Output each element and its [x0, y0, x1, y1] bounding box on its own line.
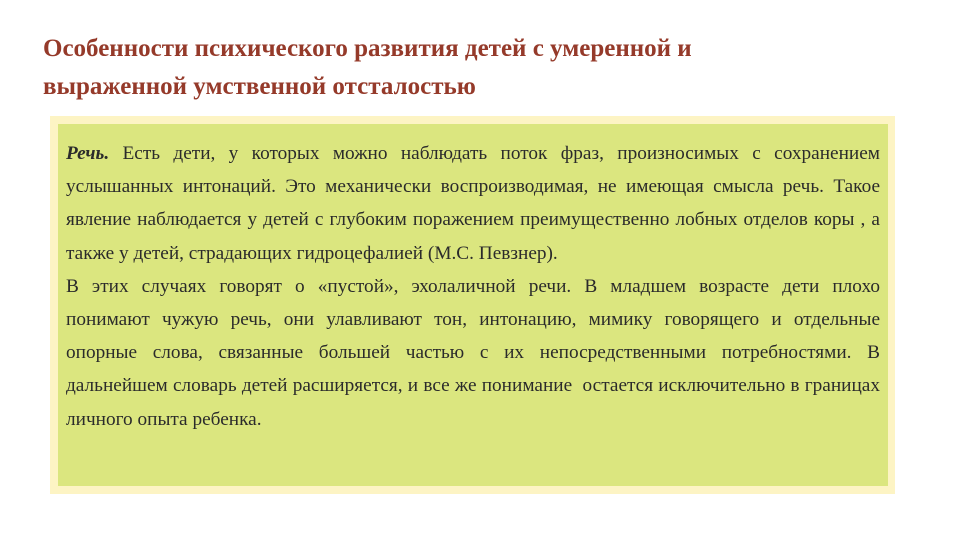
title-line-1: Особенности психического развития детей с умеренной и [43, 35, 692, 62]
paragraph-lead: Речь. [66, 143, 110, 164]
paragraph-speech-text: Есть дети, у которых можно наблюдать поток фраз, произносимых с сохранением услышанных интонаций. Это механически воспроизводимая, не имеющая смысла речь. Такое явление наблюдается у детей с глубоким поражением преимущественно лобных отделов коры , а также у детей, страдающих гидроцефалией (М.С. Певзнер). [66, 143, 885, 264]
title-line-2: выраженной умственной отсталостью [43, 73, 476, 100]
slide-title [43, 30, 923, 106]
paragraph-echolalia [66, 270, 905, 436]
paragraph-speech [66, 137, 885, 270]
paragraph-echolalia-text: В этих случаях говорят о «пустой», эхолаличной речи. В младшем возрасте дети плохо понимают чужую речь, они улавливают тон, интонацию, мимику говорящего и отдельные опорные слова, связанные большей частью с их непосредственными потребностями. В дальнейшем словарь детей расширяется, и все же понимание остается исключительно в границах личного опыта ребенка. [66, 275, 905, 430]
text-box [58, 124, 905, 486]
